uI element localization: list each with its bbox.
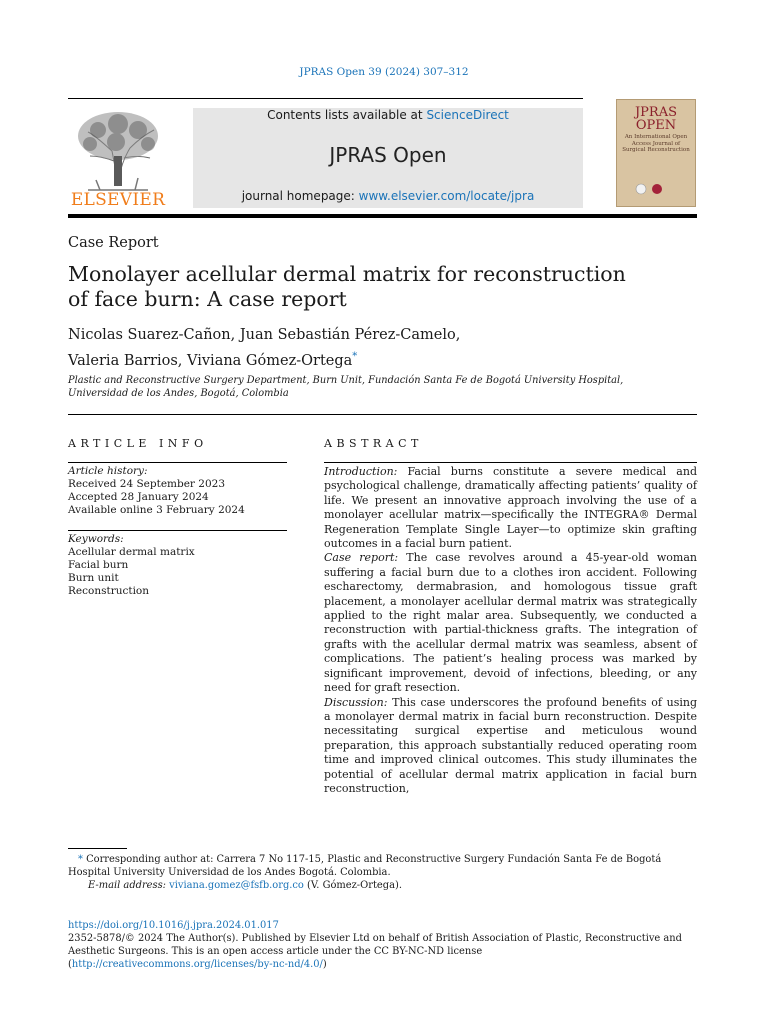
corresponding-author-mark[interactable]: * [352, 351, 358, 362]
cover-title: JPRAS OPEN [634, 105, 678, 133]
case-report-text: The case revolves around a 45-year-old woman suffering a facial burn due to a clothes iron accident. Following escharectomy, dermabrasion, and homologous tissue graft placement, a monolayer acellular dermal matrix was strategically applied to the right malar area. Subsequently, we conducted a reconstruction with partial-thickness grafts. The integration of grafts with the acellular dermal matrix was seamless, absent of complications. The patient’s healing process was marked by significant improvement, devoid of infections, bleeding, or any need for graft resection. [324, 551, 697, 695]
cover-subtitle: An International Open Access Journal of Surgical Reconstruction [622, 134, 690, 153]
journal-reference-link[interactable]: JPRAS Open 39 (2024) 307–312 [299, 66, 469, 78]
author-affiliation: Plastic and Reconstructive Surgery Department, Burn Unit, Fundación Santa Fe de Bogotá University Hospital, Universidad de los Andes, Bogotá, Colombia [68, 375, 624, 399]
keyword-item: Acellular dermal matrix [68, 546, 195, 558]
abstract-introduction [324, 465, 697, 551]
section-rule [68, 414, 697, 415]
article-info-heading: ARTICLE INFO [68, 437, 208, 450]
case-report-label: Case report: [324, 551, 399, 565]
email-suffix: (V. Gómez-Ortega). [303, 880, 402, 891]
author-list [68, 325, 628, 372]
email-label: E-mail address: [88, 880, 170, 891]
header-thick-rule [68, 214, 697, 218]
cover-publisher-badges-icon [627, 182, 687, 196]
footnote-text: Corresponding author at: Carrera 7 No 117-15, Plastic and Reconstructive Surgery Fundación Santa Fe de Bogotá Hospital University Universidad de los Andes Bogotá. Colombia. [68, 854, 662, 878]
license-link[interactable]: http://creativecommons.org/licenses/by-nc-nd/4.0/ [71, 959, 323, 970]
abstract-body [324, 465, 697, 796]
keywords-rule [68, 530, 287, 531]
license-close-paren: ) [322, 959, 327, 970]
keyword-item: Burn unit [68, 572, 119, 584]
history-accepted: Accepted 28 January 2024 [68, 491, 209, 503]
article-title: Monolayer acellular dermal matrix for reconstruction of face burn: A case report [68, 262, 626, 311]
article-history-label: Article history: [68, 465, 148, 477]
contents-availability-line [193, 108, 583, 122]
discussion-label: Discussion: [324, 695, 388, 709]
journal-title: JPRAS Open [329, 143, 447, 167]
license-open-paren: ( [68, 959, 72, 970]
top-rule [68, 98, 583, 99]
keyword-item: Facial burn [68, 559, 129, 571]
authors-line-1: Nicolas Suarez-Cañon, Juan Sebastián Pérez-Camelo, [68, 327, 461, 343]
abstract-discussion [324, 696, 697, 797]
abstract-case-report [324, 551, 697, 695]
article-type: Case Report [68, 235, 159, 251]
homepage-prefix: journal homepage: [241, 189, 359, 203]
abstract-rule [324, 462, 697, 463]
authors-line-2 [68, 346, 628, 372]
abstract-heading: ABSTRACT [324, 437, 423, 450]
publication-footer [68, 919, 697, 971]
footnote-rule [68, 848, 127, 849]
keywords-list [68, 533, 288, 598]
introduction-text: Facial burns constitute a severe medical and psychological challenge, dramatically affecting patients’ quality of life. We present an innovative approach involving the use of a monolayer acellular matrix—specifically the INTEGRA® Dermal Regeneration Template Single Layer—to optimize skin grafting outcomes in a facial burn patient. [324, 465, 697, 551]
journal-homepage-line [193, 189, 583, 203]
article-info-rule [68, 462, 287, 463]
authors-line-2-text: Valeria Barrios, Viviana Gómez-Ortega [68, 352, 353, 369]
sciencedirect-link[interactable]: ScienceDirect [426, 108, 509, 122]
license-line [68, 958, 697, 971]
keyword-item: Reconstruction [68, 585, 150, 597]
corresponding-author-footnote [68, 853, 697, 892]
journal-cover-thumbnail[interactable] [616, 99, 696, 207]
author-email-link[interactable]: viviana.gomez@fsfb.org.co [169, 880, 304, 891]
keywords-label: Keywords: [68, 533, 124, 545]
copyright-notice: 2352-5878/© 2024 The Author(s). Published by Elsevier Ltd on behalf of British Association of Plastic, Reconstructive and Aesthetic Surgeons. This is an open access article under the CC BY-NC-ND license [68, 933, 682, 957]
journal-homepage-link[interactable]: www.elsevier.com/locate/jpra [358, 189, 535, 203]
doi-link[interactable]: https://doi.org/10.1016/j.jpra.2024.01.017 [68, 920, 279, 931]
discussion-text: This case underscores the profound benefits of using a monolayer dermal matrix in facial burn reconstruction. Despite necessitating surgical expertise and meticulous wound preparation, this approach substantially reduced operating room time and improved clinical outcomes. This study illuminates the potential of acellular dermal matrix application in facial burn reconstruction, [324, 695, 697, 795]
history-online: Available online 3 February 2024 [68, 504, 245, 516]
elsevier-logo-text: ELSEVIER [70, 190, 166, 210]
contents-prefix: Contents lists available at [267, 108, 427, 122]
introduction-label: Introduction: [324, 465, 398, 478]
history-received: Received 24 September 2023 [68, 478, 226, 490]
footnote-mark: * [78, 854, 83, 865]
article-history [68, 465, 288, 517]
